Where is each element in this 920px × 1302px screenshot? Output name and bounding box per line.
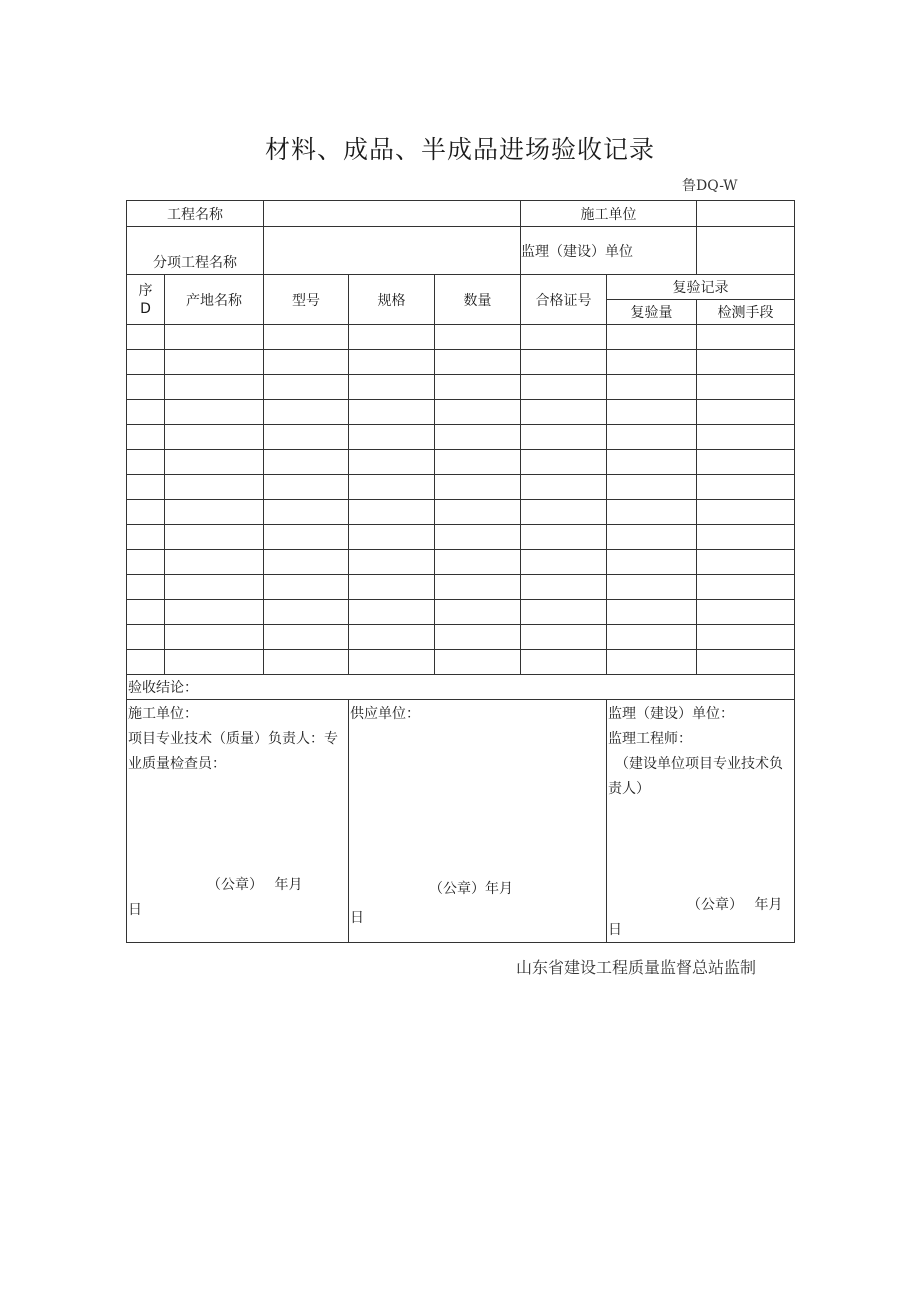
table-cell[interactable] (697, 450, 795, 475)
table-cell[interactable] (127, 575, 165, 600)
table-cell[interactable] (127, 400, 165, 425)
table-cell[interactable] (349, 550, 435, 575)
table-cell[interactable] (127, 625, 165, 650)
table-cell[interactable] (165, 400, 264, 425)
col-header-spec: 规格 (349, 275, 435, 325)
supervisor-stamp-date: （公章） 年月 (687, 897, 783, 913)
table-cell[interactable] (165, 500, 264, 525)
table-cell[interactable] (264, 375, 349, 400)
table-cell[interactable] (349, 650, 435, 675)
supervisor-signature-block[interactable] (607, 700, 795, 943)
table-cell[interactable] (697, 475, 795, 500)
supervisor-signature-line: 监理（建设）单位： (608, 706, 735, 722)
table-cell[interactable] (349, 350, 435, 375)
table-cell[interactable] (435, 550, 521, 575)
col-header-seq: 序 D (127, 275, 165, 325)
table-cell[interactable] (349, 375, 435, 400)
table-cell[interactable] (435, 325, 521, 350)
sub-project-label: 分项工程名称 (127, 227, 264, 275)
table-cell[interactable] (521, 600, 607, 625)
table-cell[interactable] (264, 325, 349, 350)
table-row (127, 525, 795, 550)
table-row (127, 325, 795, 350)
supervisor-day-label: 日 (608, 922, 623, 938)
table-cell[interactable] (697, 500, 795, 525)
table-cell[interactable] (165, 450, 264, 475)
table-cell[interactable] (165, 600, 264, 625)
table-cell[interactable] (521, 650, 607, 675)
table-cell[interactable] (349, 475, 435, 500)
table-cell[interactable] (607, 400, 697, 425)
table-row (127, 600, 795, 625)
table-cell[interactable] (264, 350, 349, 375)
col-header-retest-group: 复验记录 (607, 275, 795, 300)
table-cell[interactable] (607, 650, 697, 675)
table-cell[interactable] (521, 425, 607, 450)
table-cell[interactable] (435, 500, 521, 525)
table-cell[interactable] (607, 325, 697, 350)
sub-project-field[interactable] (264, 227, 521, 275)
table-cell[interactable] (165, 650, 264, 675)
contractor-day-label: 日 (128, 902, 142, 918)
table-cell[interactable] (521, 450, 607, 475)
table-cell[interactable] (607, 550, 697, 575)
table-cell[interactable] (264, 625, 349, 650)
table-cell[interactable] (165, 475, 264, 500)
table-cell[interactable] (697, 650, 795, 675)
table-cell[interactable] (607, 500, 697, 525)
col-header-test-method: 检测手段 (697, 300, 795, 325)
table-cell[interactable] (165, 525, 264, 550)
table-cell[interactable] (264, 575, 349, 600)
table-cell[interactable] (264, 525, 349, 550)
table-cell[interactable] (127, 475, 165, 500)
table-cell[interactable] (264, 450, 349, 475)
col-header-quantity: 数量 (435, 275, 521, 325)
table-cell[interactable] (607, 350, 697, 375)
table-cell[interactable] (697, 400, 795, 425)
table-cell[interactable] (165, 350, 264, 375)
table-cell[interactable] (435, 600, 521, 625)
table-cell[interactable] (165, 375, 264, 400)
table-cell[interactable] (435, 425, 521, 450)
table-cell[interactable] (697, 575, 795, 600)
table-cell[interactable] (349, 325, 435, 350)
table-cell[interactable] (607, 625, 697, 650)
table-row (127, 500, 795, 525)
table-cell[interactable] (435, 450, 521, 475)
table-cell[interactable] (127, 375, 165, 400)
supervisor-signature-line: （建设单位项目专业技术负责人） (608, 756, 784, 797)
table-cell[interactable] (697, 525, 795, 550)
conclusion-field[interactable]: 验收结论： (127, 675, 795, 700)
supplier-stamp-date: （公章）年月 (429, 881, 513, 897)
table-cell[interactable] (127, 550, 165, 575)
table-cell[interactable] (697, 550, 795, 575)
table-cell[interactable] (697, 625, 795, 650)
col-header-certificate: 合格证号 (521, 275, 607, 325)
table-cell[interactable] (264, 400, 349, 425)
contractor-signature-block[interactable] (127, 700, 349, 943)
document-title: 材料、成品、半成品进场验收记录 (264, 135, 655, 164)
table-row (127, 425, 795, 450)
contractor-signature-line: 项目专业技术（质量）负责人：专业质量检查员： (128, 731, 338, 772)
table-cell[interactable] (127, 325, 165, 350)
table-row (127, 375, 795, 400)
table-cell[interactable] (127, 450, 165, 475)
supplier-signature-block[interactable] (349, 700, 607, 943)
table-cell[interactable] (697, 350, 795, 375)
table-cell[interactable] (349, 400, 435, 425)
table-cell[interactable] (165, 625, 264, 650)
contractor-signature-line: 施工单位： (128, 706, 198, 722)
table-cell[interactable] (521, 525, 607, 550)
table-cell[interactable] (264, 650, 349, 675)
table-cell[interactable] (697, 425, 795, 450)
table-cell[interactable] (264, 425, 349, 450)
table-cell[interactable] (349, 625, 435, 650)
col-header-origin: 产地名称 (165, 275, 264, 325)
table-cell[interactable] (607, 475, 697, 500)
table-cell[interactable] (165, 550, 264, 575)
table-cell[interactable] (349, 600, 435, 625)
table-row (127, 400, 795, 425)
table-cell[interactable] (521, 500, 607, 525)
table-cell[interactable] (607, 375, 697, 400)
table-cell[interactable] (435, 400, 521, 425)
table-cell[interactable] (127, 350, 165, 375)
table-cell[interactable] (349, 425, 435, 450)
col-header-model: 型号 (264, 275, 349, 325)
table-row (127, 575, 795, 600)
table-cell[interactable] (607, 425, 697, 450)
table-cell[interactable] (521, 550, 607, 575)
table-cell[interactable] (521, 625, 607, 650)
table-cell[interactable] (349, 575, 435, 600)
table-cell[interactable] (607, 600, 697, 625)
table-row (127, 650, 795, 675)
table-cell[interactable] (127, 525, 165, 550)
table-cell[interactable] (521, 575, 607, 600)
supplier-day-label: 日 (350, 910, 364, 926)
form-code: 鲁DQ-W (682, 178, 738, 194)
table-cell[interactable] (607, 575, 697, 600)
table-cell[interactable] (521, 400, 607, 425)
table-cell[interactable] (165, 575, 264, 600)
table-cell[interactable] (435, 350, 521, 375)
table-cell[interactable] (127, 500, 165, 525)
supervisor-label: 监理（建设）单位 (521, 227, 697, 275)
table-cell[interactable] (264, 500, 349, 525)
supervisor-field[interactable] (697, 227, 795, 275)
table-cell[interactable] (435, 475, 521, 500)
contractor-label: 施工单位 (521, 201, 697, 227)
table-cell[interactable] (165, 425, 264, 450)
table-cell[interactable] (607, 525, 697, 550)
table-cell[interactable] (127, 600, 165, 625)
table-cell[interactable] (697, 600, 795, 625)
table-cell[interactable] (264, 550, 349, 575)
table-row (127, 625, 795, 650)
table-cell[interactable] (697, 375, 795, 400)
table-cell[interactable] (521, 475, 607, 500)
table-cell[interactable] (435, 375, 521, 400)
table-cell[interactable] (349, 450, 435, 475)
table-cell[interactable] (521, 325, 607, 350)
table-row (127, 450, 795, 475)
table-cell[interactable] (349, 500, 435, 525)
issuer-footer: 山东省建设工程质量监督总站监制 (516, 958, 757, 977)
contractor-field[interactable] (697, 201, 795, 227)
table-cell[interactable] (607, 450, 697, 475)
table-cell[interactable] (349, 525, 435, 550)
table-row (127, 350, 795, 375)
table-cell[interactable] (264, 475, 349, 500)
table-cell[interactable] (435, 625, 521, 650)
table-row (127, 475, 795, 500)
table-cell[interactable] (127, 425, 165, 450)
contractor-stamp-date: （公章） 年月 (207, 877, 303, 893)
table-cell[interactable] (264, 600, 349, 625)
table-cell[interactable] (521, 375, 607, 400)
table-cell[interactable] (435, 575, 521, 600)
table-cell[interactable] (435, 525, 521, 550)
table-cell[interactable] (521, 350, 607, 375)
table-cell[interactable] (127, 650, 165, 675)
table-cell[interactable] (697, 325, 795, 350)
table-cell[interactable] (435, 650, 521, 675)
col-header-retest-qty: 复验量 (607, 300, 697, 325)
acceptance-form (126, 200, 795, 943)
supervisor-signature-line: 监理工程师： (608, 731, 693, 747)
supplier-signature-line: 供应单位： (350, 706, 420, 722)
table-row (127, 550, 795, 575)
project-name-field[interactable] (264, 201, 521, 227)
project-name-label: 工程名称 (127, 201, 264, 227)
table-cell[interactable] (165, 325, 264, 350)
